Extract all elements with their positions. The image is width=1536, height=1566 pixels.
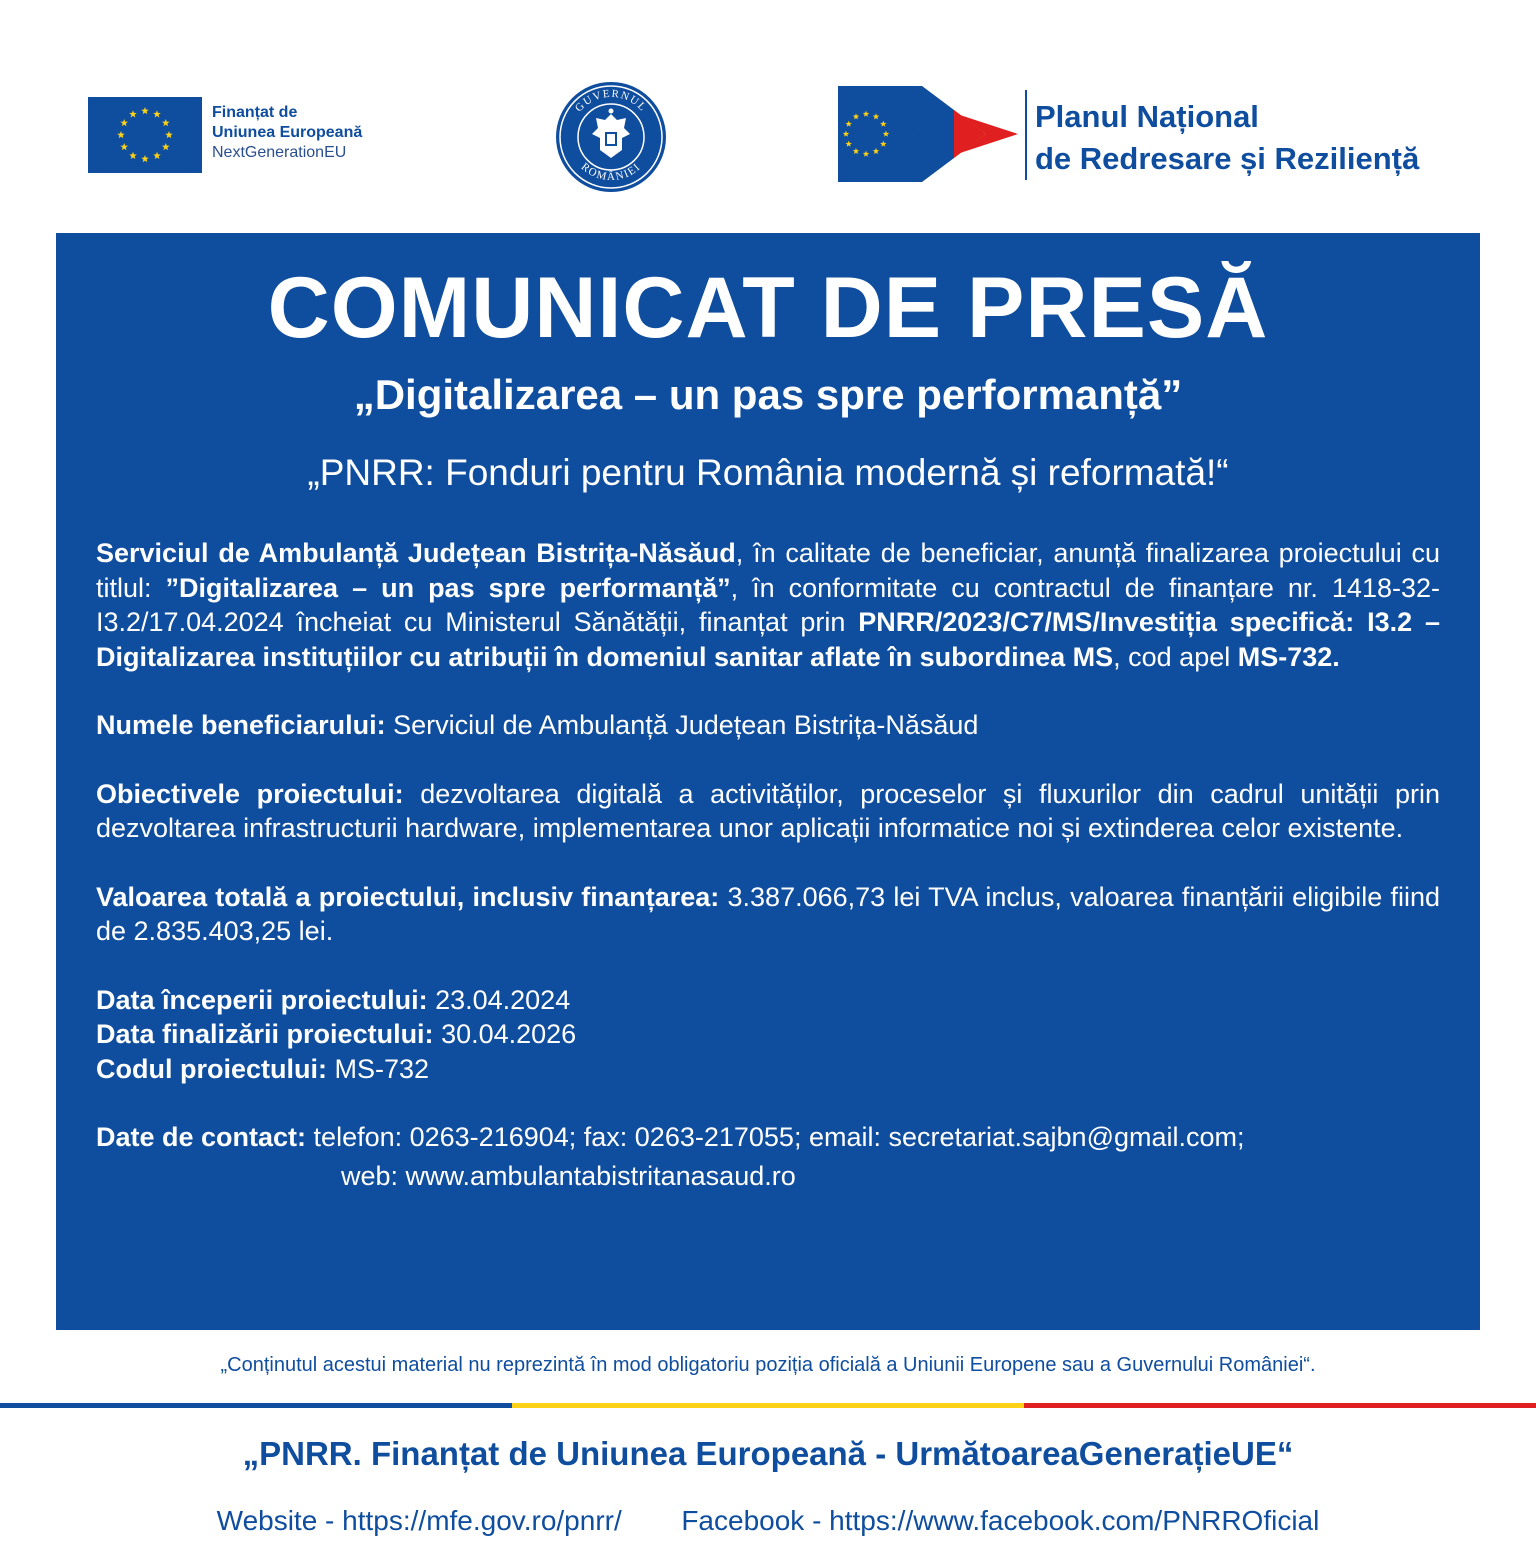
eu-star-icon bbox=[141, 107, 149, 114]
eu-star-icon bbox=[129, 110, 137, 117]
website-link[interactable]: Website - https://mfe.gov.ro/pnrr/ bbox=[216, 1505, 622, 1536]
stripe-red bbox=[1024, 1403, 1536, 1408]
svg-text:ROMÂNIEI: ROMÂNIEI bbox=[578, 160, 644, 184]
facebook-link[interactable]: Facebook - https://www.facebook.com/PNRROficial bbox=[681, 1505, 1320, 1536]
project-title-bold: ”Digitalizarea – un pas spre performanță” bbox=[165, 572, 731, 603]
eu-star-icon bbox=[117, 131, 125, 138]
total-value-label: Valoarea totală a proiectului, inclusiv finanțarea: bbox=[96, 881, 720, 912]
eu-flag-icon bbox=[88, 97, 202, 173]
total-value-row bbox=[96, 880, 1440, 949]
svg-text:GUVERNUL: GUVERNUL bbox=[572, 87, 650, 115]
pnrr-title bbox=[1035, 96, 1419, 180]
eu-funding-line1: Finanțat de bbox=[212, 104, 298, 121]
contact-row bbox=[96, 1120, 1440, 1155]
program-bold: PNRR/2023/C7/MS/Investiția specifică: I3.2 – Digitalizarea instituțiilor cu atribuții în domeniul sanitar aflate în subordinea MS bbox=[96, 607, 1441, 672]
project-subtitle: „Digitalizarea – un pas spre performanță” bbox=[353, 371, 1183, 418]
press-release-body bbox=[96, 536, 1440, 1193]
contact-value: telefon: 0263-216904; fax: 0263-217055; email: secretariat.sajbn@gmail.com; bbox=[306, 1122, 1245, 1152]
government-seal-icon bbox=[554, 80, 668, 194]
project-code-row bbox=[96, 1052, 1440, 1087]
intro-text-3: , cod apel bbox=[1113, 641, 1238, 672]
pnrr-tagline: „PNRR: Fonduri pentru România modernă și reformată!“ bbox=[307, 452, 1229, 493]
eu-star-icon bbox=[141, 155, 149, 162]
end-date-value: 30.04.2026 bbox=[433, 1019, 577, 1049]
contact-website: web: www.ambulantabistritanasaud.ro bbox=[341, 1160, 796, 1191]
objectives-label: Obiectivele proiectului: bbox=[96, 778, 404, 809]
objectives-row bbox=[96, 777, 1440, 846]
eu-star-icon bbox=[120, 119, 128, 126]
eu-star-icon bbox=[165, 131, 173, 138]
eu-star-icon bbox=[153, 152, 161, 159]
beneficiary-value: Serviciul de Ambulanță Județean Bistrița-Năsăud bbox=[385, 710, 979, 740]
eu-star-icon bbox=[129, 152, 137, 159]
start-date-row bbox=[96, 983, 1440, 1018]
objectives-value: dezvoltarea digitală a activităților, proceselor și fluxurilor din cadrul unității prin dezvoltarea infrastructurii hardware, implementarea unor aplicații informatice noi și extinderea celor existente. bbox=[96, 778, 1440, 843]
beneficiary-name-bold: Serviciul de Ambulanță Județean Bistrița-Năsăud bbox=[96, 538, 736, 568]
intro-paragraph bbox=[96, 536, 1440, 674]
pnrr-title-line1: Planul Național bbox=[1035, 99, 1259, 134]
pnrr-logo-icon bbox=[836, 84, 1018, 184]
contact-label: Date de contact: bbox=[96, 1122, 307, 1152]
project-code-value: MS-732 bbox=[326, 1053, 430, 1084]
total-value-value: 3.387.066,73 lei TVA inclus, valoarea finanțării eligibile fiind de 2.835.403,25 lei. bbox=[96, 881, 1440, 946]
project-code-label: Codul proiectului: bbox=[96, 1053, 327, 1084]
intro-text-1: , în calitate de beneficiar, anunță finalizarea proiectului cu titlul: bbox=[96, 538, 1440, 603]
end-date-row bbox=[96, 1017, 1440, 1052]
eu-star-icon bbox=[162, 119, 170, 126]
press-release-title: COMUNICAT DE PRESĂ bbox=[267, 260, 1269, 356]
eu-star-icon bbox=[162, 143, 170, 150]
disclaimer-text: „Conținutul acestui material nu reprezintă în mod obligatoriu poziția oficială a Uniunii Europene sau a Guvernului României“. bbox=[220, 1354, 1316, 1376]
header-logos bbox=[0, 0, 1536, 230]
beneficiary-label: Numele beneficiarului: bbox=[96, 710, 386, 740]
eu-funding-line3: NextGenerationEU bbox=[212, 144, 347, 161]
pnrr-title-line2: de Redresare și Reziliență bbox=[1035, 141, 1420, 176]
call-code-bold: MS-732. bbox=[1237, 641, 1340, 672]
eu-star-icon bbox=[120, 143, 128, 150]
beneficiary-row bbox=[96, 708, 1440, 743]
end-date-label: Data finalizării proiectului: bbox=[96, 1019, 434, 1049]
footer-slogan: „PNRR. Finanțat de Uniunea Europeană - UrmătoareaGenerațieUE“ bbox=[242, 1435, 1294, 1472]
stripe-yellow bbox=[512, 1403, 1024, 1408]
eu-star-icon bbox=[153, 110, 161, 117]
start-date-label: Data începerii proiectului: bbox=[96, 984, 428, 1015]
eu-funding-line2: Uniunea Europeană bbox=[212, 124, 363, 141]
logo-divider bbox=[1025, 90, 1027, 180]
eu-funding-label bbox=[212, 103, 362, 163]
start-date-value: 23.04.2024 bbox=[427, 984, 571, 1015]
footer-links bbox=[0, 1502, 1536, 1540]
intro-text-2: , în conformitate cu contractul de finanțare nr. 1418-32-I3.2/17.04.2024 încheiat cu Ministerul Sănătății, finanțat prin bbox=[96, 572, 1440, 637]
stripe-blue bbox=[0, 1403, 512, 1408]
